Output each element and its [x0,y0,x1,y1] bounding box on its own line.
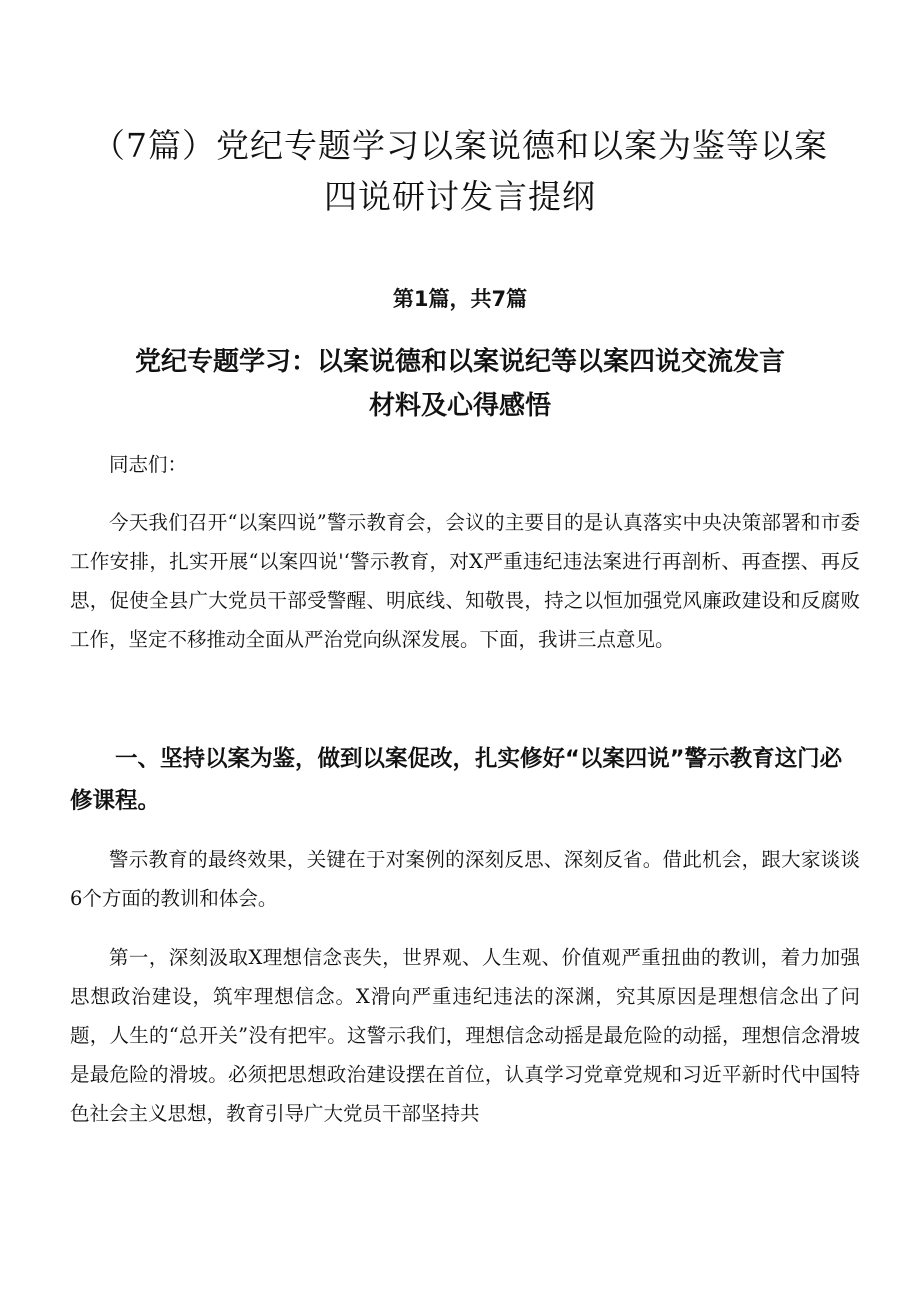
section-1-heading: 一、坚持以案为鉴，做到以案促改，扎实修好“以案四说”警示教育这门必修课程。 [70,746,843,814]
section-1-paragraph-2: 第一，深刻汲取X理想信念丧失，世界观、人生观、价值观严重扭曲的教训，着力加强思想政治建设，筑牢理想信念。X滑向严重违纪违法的深渊，究其原因是理想信念出了问题，人生的“总开关”没有把牢。这警示我们，理想信念动摇是最危险的动摇，理想信念滑坡是最危险的滑坡。必须把思想政治建设摆在首位，认真学习党章党规和习近平新时代中国特色社会主义思想，教育引导广大党员干部坚持共 [70,946,860,1125]
intro-paragraph: 今天我们召开“以案四说”警示教育会，会议的主要目的是认真落实中央决策部署和市委工作安排，扎实开展“以案四说'‘警示教育，对X严重违纪违法案进行再剖析、再查摆、再反思，促使全县广大党员干部受警醒、明底线、知敬畏，持之以恒加强党风廉政建设和反腐败工作，坚定不移推动全面从严治党向纵深发展。下面，我讲三点意见。 [70,511,860,651]
document-title [70,120,850,222]
article-subtitle [110,340,810,428]
article-subtitle-line-2: 材料及心得感悟 [368,391,551,421]
document-title-line-1: （7篇）党纪专题学习以案说德和以案为鉴等以案 [92,126,828,165]
salutation: 同志们： [109,453,188,476]
article-subtitle-line-1: 党纪专题学习：以案说德和以案说纪等以案四说交流发言 [134,347,785,377]
section-1-paragraph-1: 警示教育的最终效果，关键在于对案例的深刻反思、深刻反省。借此机会，跟大家谈谈6个方面的教训和体会。 [70,848,860,910]
document-title-line-2: 四说研讨发言提纲 [324,177,596,216]
part-label: 第1篇，共7篇 [392,287,528,311]
